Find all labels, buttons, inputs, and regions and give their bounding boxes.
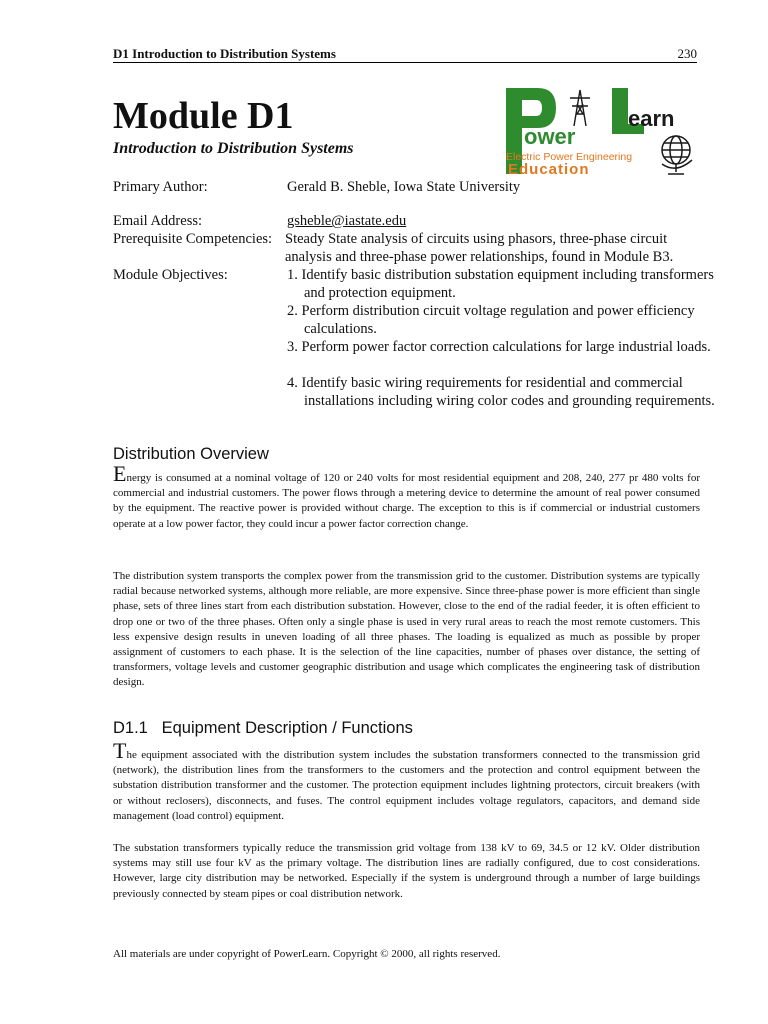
page-number: 230 (677, 46, 697, 61)
objective-item: 3. Perform power factor correction calculations for large industrial loads. (287, 339, 711, 355)
objective-item: 2. Perform distribution circuit voltage regulation and power efficiency calculations. (287, 303, 695, 337)
prereq-value: Steady State analysis of circuits using phasors, three-phase circuit analysis and three-phase power relationships, found in Module B3. (285, 231, 674, 265)
prereq-label: Prerequisite Competencies: (113, 231, 273, 247)
objective-item: 4. Identify basic wiring requirements for residential and commercial installations including wiring color codes and grounding requirements. (287, 375, 715, 409)
overview-paragraph-1-text: nergy is consumed at a nominal voltage of 120 or 240 volts for most residential equipment and 208, 240, 277 pr 480 volts for commercial and industrial customers. The power flows through a metering device to determine the amount of real power consumed by the equipment. The reactive power is provided without charge. The exception to this is if commercial or industrial customers operate at a low power factor, they could incur a power factor correction change. (113, 472, 700, 530)
overview-paragraph-2: The distribution system transports the complex power from the transmission grid to the customer. Distribution systems are typically radial because networked systems, although more reliable, are more expensive. Since three-phase power is more efficient than single phase, sets of three lines start from each distribution substation. However, close to the end of the radial feeder, it is often efficient to drop one or two of the three phases. Often only a single phase is used in very rural areas to reach the most remote customers. This less expensive design results in uneven loading of all three phases. The loading is equalized as much as possible by proper assignment of customers to each phase. It is the selection of the line capacities, number of phases over distance, the setting of transformers, voltage levels and customer geographic distribution and usage which complicates the engineering task of distribution design. (113, 570, 700, 689)
copyright-footer: All materials are under copyright of PowerLearn. Copyright © 2000, all rights reserved. (113, 948, 501, 960)
objective-item: 1. Identify basic distribution substation equipment including transformers and protection equipment. (287, 267, 714, 301)
author-label: Primary Author: (113, 179, 208, 195)
drop-cap: T (113, 738, 127, 763)
logo-tagline-education: Education (508, 161, 590, 176)
drop-cap: E (113, 461, 127, 486)
equipment-paragraph-1 (113, 738, 700, 824)
equipment-paragraph-2: The substation transformers typically reduce the transmission grid voltage from 138 kV to 69, 34.5 or 12 kV. Older distribution systems may still use four kV as the primary voltage. The distribution lines are radially configured, due to cost considerations. However, large city distribution may be networked. Especially if the system is underground through a number of large buildings previously connected by steam pipes or coal distribution network. (113, 842, 700, 900)
overview-paragraph-1 (113, 461, 700, 532)
running-header (113, 44, 697, 63)
email-link[interactable]: gsheble@iastate.edu (287, 213, 407, 229)
logo-word-power: ower (524, 124, 576, 149)
email-label: Email Address: (113, 213, 203, 229)
tower-icon (570, 90, 590, 126)
section-heading-overview: Distribution Overview (113, 445, 269, 463)
author-value: Gerald B. Sheble, Iowa State University (287, 179, 521, 195)
running-title: D1 Introduction to Distribution Systems (113, 46, 336, 61)
email-value (287, 212, 707, 230)
logo-tagline: Electric Power Engineering (506, 151, 633, 163)
equipment-paragraph-1-text: he equipment associated with the distribution system includes the substation transformers connected to the transmission grid (network), the distribution lines from the transformers to the customers and the protection and control equipment between the substation distribution transformer and the customer. The protection equipment includes lightning protectors, circuit breakers (with or without reclosers), disconnects, and fuses. The control equipment includes voltage regulators, capacitors, and demand side management (load control) equipment. (113, 749, 700, 822)
section-heading-equipment: D1.1 Equipment Description / Functions (113, 719, 413, 737)
module-subtitle: Introduction to Distribution Systems (113, 140, 354, 157)
globe-icon (662, 136, 692, 174)
logo-word-learn: earn (628, 106, 675, 131)
module-title: Module D1 (113, 95, 294, 137)
powerlearn-logo (504, 86, 700, 176)
objectives-label: Module Objectives: (113, 267, 228, 283)
